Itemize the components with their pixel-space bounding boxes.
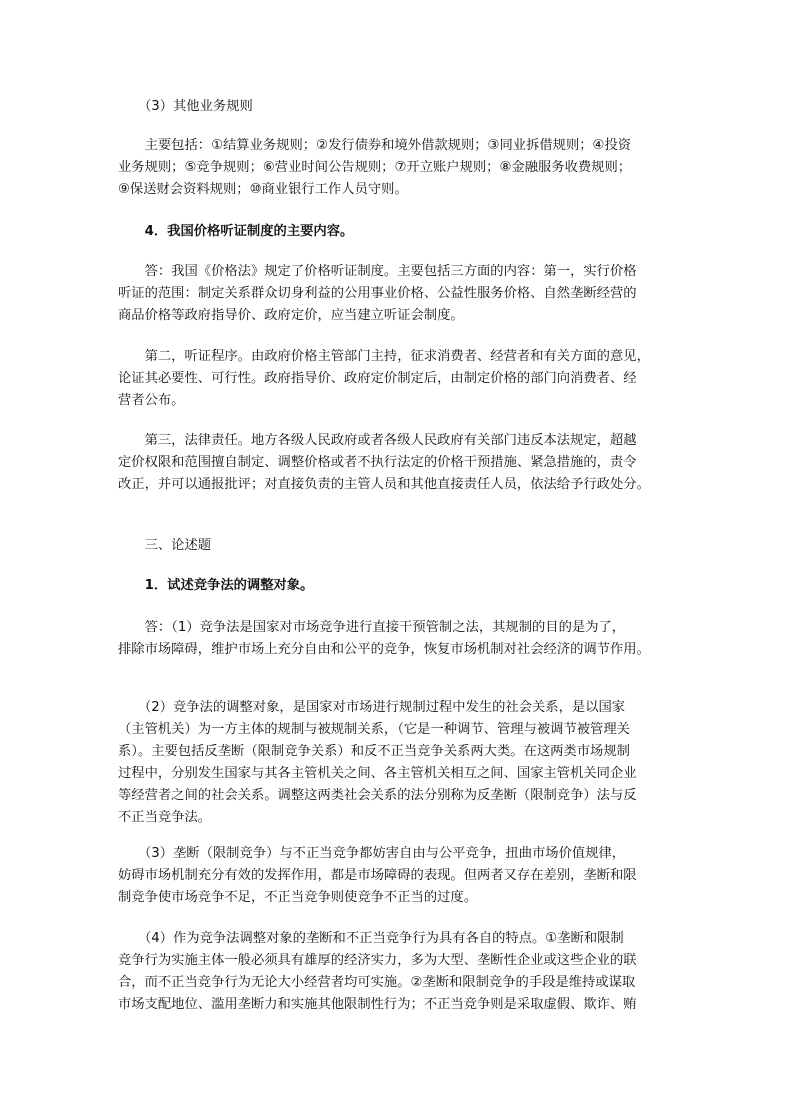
- text-line: 妨碍市场机制充分有效的发挥作用，都是市场障碍的表现。但两者又存在差别，垄断和限: [118, 868, 637, 883]
- question-1-competition-law: [118, 575, 678, 597]
- answer-part-4: [118, 928, 678, 1016]
- text-line: 制竞争使市场竞争不足，不正当竞争则使竞争不正当的过度。: [118, 890, 478, 905]
- text-line: 改正，并可以通报批评；对直接负责的主管人员和其他直接责任人员，依法给予行政处分。: [118, 477, 650, 492]
- text-line: （4）作为竞争法调整对象的垄断和不正当竞争行为具有各自的特点。①垄断和限制: [118, 931, 624, 946]
- text-line: 市场支配地位、滥用垄断力和实施其他限制性行为；不正当竞争则是采取虚假、欺诈、贿: [118, 997, 637, 1012]
- text-line: 4．我国价格听证制度的主要内容。: [118, 224, 354, 239]
- text-line: 过程中，分别发生国家与其各主管机关之间、各主管机关相互之间、国家主管机关同企业: [118, 766, 637, 781]
- text-line: 答：我国《价格法》规定了价格听证制度。主要包括三方面的内容：第一，实行价格: [118, 264, 637, 279]
- text-line: 答：（1）竞争法是国家对市场竞争进行直接干预管制之法，其规制的目的是为了，: [118, 620, 626, 635]
- heading-other-business-rules: [118, 96, 678, 118]
- text-line: 主要包括：①结算业务规则；②发行债券和境外借款规则；③同业拆借规则；④投资: [118, 138, 632, 153]
- paragraph-third-legal-liability: [118, 430, 678, 496]
- answer-part-1: [118, 617, 678, 661]
- answer-part-3: [118, 843, 678, 909]
- text-line: 合，而不正当竞争行为无论大小经营者均可实施。②垄断和限制竞争的手段是维持或谋取: [118, 975, 636, 990]
- text-line: 竞争行为实施主体一般必须具有雄厚的经济实力，多为大型、垄断性企业或这些企业的联: [118, 953, 637, 968]
- text-line: 营者公布。: [118, 393, 185, 408]
- text-line: 等经营者之间的社会关系。调整这两类社会关系的法分别称为反垄断（限制竞争）法与反: [118, 788, 637, 803]
- section-heading-essay-questions: [118, 535, 678, 557]
- text-line: 业务规则；⑤竞争规则；⑥营业时间公告规则；⑦开立账户规则；⑧金融服务收费规则；: [118, 160, 632, 175]
- answer-price-hearing: [118, 261, 678, 327]
- paragraph-main-includes: [118, 135, 678, 201]
- text-line: （3）其他业务规则: [118, 99, 253, 114]
- text-line: 不正当竞争法。: [118, 810, 212, 825]
- text-line: 排除市场障碍，维护市场上充分自由和公平的竞争，恢复市场机制对社会经济的调节作用。: [118, 642, 650, 657]
- text-line: ⑨保送财会资料规则；⑩商业银行工作人员守则。: [118, 182, 408, 197]
- text-line: 三、论述题: [118, 538, 212, 553]
- text-line: 1．试述竞争法的调整对象。: [118, 578, 314, 593]
- text-line: 系）。主要包括反垄断（限制竞争关系）和反不正当竞争关系两大类。在这两类市场规制: [118, 744, 630, 759]
- answer-part-2: [118, 697, 678, 829]
- text-line: 商品价格等政府指导价、政府定价，应当建立听证会制度。: [118, 308, 464, 323]
- text-line: （3）垄断（限制竞争）与不正当竞争都妨害自由与公平竞争，扭曲市场价值规律，: [118, 846, 626, 861]
- text-line: 定价权限和范围擅自制定、调整价格或者不执行法定的价格干预措施、紧急措施的，责令: [118, 455, 637, 470]
- paragraph-second-hearing-procedure: [118, 346, 678, 412]
- question-4-price-hearing: [118, 221, 678, 243]
- text-line: 第二，听证程序。由政府价格主管部门主持，征求消费者、经营者和有关方面的意见，: [118, 349, 650, 364]
- text-line: 第三，法律责任。地方各级人民政府或者各级人民政府有关部门违反本法规定，超越: [118, 433, 637, 448]
- text-line: 听证的范围：制定关系群众切身利益的公用事业价格、公益性服务价格、自然垄断经营的: [118, 286, 637, 301]
- text-line: （主管机关）为一方主体的规制与被规制关系，（它是一种调节、管理与被调节被管理关: [118, 722, 630, 737]
- text-line: 论证其必要性、可行性。政府指导价、政府定价制定后，由制定价格的部门向消费者、经: [118, 371, 637, 386]
- text-line: （2）竞争法的调整对象，是国家对市场进行规制过程中发生的社会关系，是以国家: [118, 700, 626, 715]
